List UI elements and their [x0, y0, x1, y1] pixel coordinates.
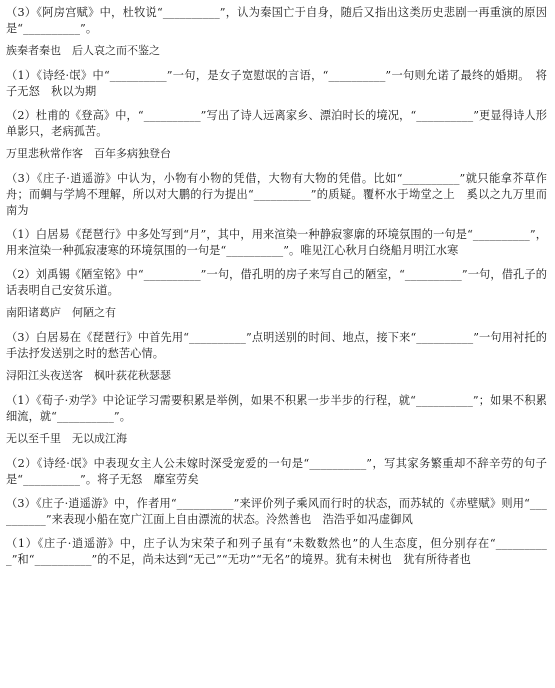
- answer-1: 族秦者秦也 后人哀之而不鉴之: [6, 44, 160, 57]
- answer-7: 浔阳江头夜送客 枫叶荻花秋瑟瑟: [6, 369, 171, 382]
- question-7: （3）白居易在《琵琶行》中首先用“__________”点明送别的时间、地点，接下来“__________”一句用衬托的手法抒发送别之时的愁苦心情。: [6, 331, 547, 360]
- question-11: （1）《庄子·逍遥游》中，庄子认为宋荣子和列子虽有“未数数然也”的人生态度，但分别存在“__________”和“__________”的不足，尚未达到“无己”“无功”“无名”的境界。犹有未树也 犹有所待者也: [6, 537, 547, 566]
- question-3: （2）杜甫的《登高》中，“__________”写出了诗人远离家乡、漂泊时长的境况，“__________”更显得诗人形单影只，老病孤苦。: [6, 109, 547, 138]
- answer-8: 无以至千里 无以成江海: [6, 432, 127, 445]
- question-8: （1）《荀子·劝学》中论证学习需要积累是举例，如果不积累一步半步的行程，就“__________”；如果不积累细流，就“__________”。: [6, 394, 547, 423]
- question-4: （3）《庄子·逍遥游》中认为，小物有小物的凭借，大物有大物的凭借。比如“__________”就只能拿芥草作舟；而蜩与学鸠不理解，所以对大鹏的行为提出“__________”的质疑。覆杯水于坳堂之上 奚以之九万里而南为: [6, 172, 547, 217]
- question-1: （3）《阿房宫赋》中，杜牧说“__________”，认为秦国亡于自身，随后又指出这类历史悲剧一再重演的原因是“__________”。: [6, 6, 547, 35]
- question-9: （2）《诗经·氓》中表现女主人公未嫁时深受宠爱的一句是“__________”，写其家务繁重却不辞辛劳的句子是“__________”。将子无怒 靡室劳矣: [6, 457, 547, 486]
- question-10: （3）《庄子·逍遥游》中，作者用“__________”来评价列子乘风而行时的状态，而苏轼的《赤壁赋》则用“__________”来表现小船在宽广江面上自由漂流的状态。泠然善也 浩浩乎如冯虚御风: [6, 497, 547, 526]
- answer-3: 万里悲秋常作客 百年多病独登台: [6, 147, 171, 160]
- question-5: （1）白居易《琵琶行》中多处写到“月”，其中，用来渲染一种静寂寥廓的环境氛围的一句是“__________”，用来渲染一种孤寂凄寒的环境氛围的一句是“__________”。唯见江心秋月白绕船月明江水寒: [6, 228, 547, 257]
- question-6: （2）刘禹锡《陋室铭》中“__________”一句，借孔明的房子来写自己的陋室，“__________”一句，借孔子的话表明自己安贫乐道。: [6, 268, 547, 297]
- answer-6: 南阳诸葛庐 何陋之有: [6, 306, 116, 319]
- question-2: （1）《诗经·氓》中“__________”一句，是女子宽慰氓的言语，“__________”一句则允诺了最终的婚期。 将子无怒 秋以为期: [6, 69, 547, 98]
